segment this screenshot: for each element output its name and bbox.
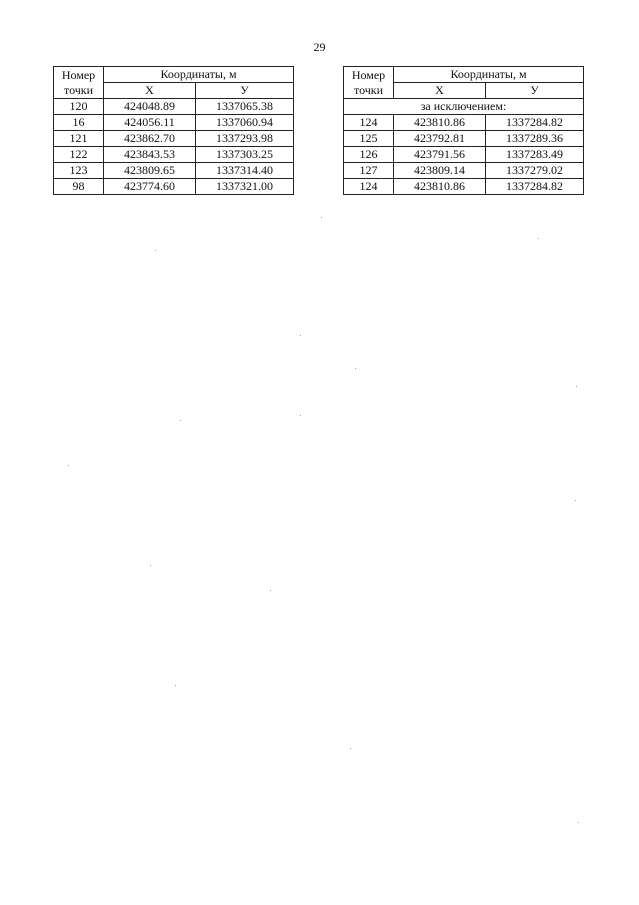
coordinates-table-right (343, 66, 584, 195)
x-cell: 423843.53 (104, 147, 196, 163)
scan-speck (355, 368, 356, 369)
y-cell: 1337289.36 (485, 131, 583, 147)
scan-speck (150, 565, 151, 566)
scan-speck (576, 386, 577, 387)
exclusion-note: за исключением: (344, 99, 584, 115)
x-cell: 424048.89 (104, 99, 196, 115)
x-cell: 423810.86 (394, 115, 486, 131)
point-number-header: Номер точки (344, 67, 394, 99)
scan-speck (68, 465, 69, 466)
table-row (344, 179, 584, 195)
table-row (54, 163, 294, 179)
scan-speck (578, 822, 579, 823)
scan-speck (575, 500, 576, 501)
table-row (344, 115, 584, 131)
point-cell: 126 (344, 147, 394, 163)
y-cell: 1337279.02 (485, 163, 583, 179)
point-cell: 98 (54, 179, 104, 195)
scan-speck (270, 590, 271, 591)
point-cell: 124 (344, 179, 394, 195)
scan-speck (180, 420, 181, 421)
point-cell: 125 (344, 131, 394, 147)
y-cell: 1337284.82 (485, 179, 583, 195)
scan-speck (350, 748, 351, 749)
x-cell: 423862.70 (104, 131, 196, 147)
point-number-header: Номер точки (54, 67, 104, 99)
y-cell: 1337065.38 (195, 99, 293, 115)
point-cell: 16 (54, 115, 104, 131)
x-cell: 423809.14 (394, 163, 486, 179)
point-cell: 124 (344, 115, 394, 131)
y-cell: 1337284.82 (485, 115, 583, 131)
y-cell: 1337314.40 (195, 163, 293, 179)
y-header: У (485, 83, 583, 99)
x-header: Х (394, 83, 486, 99)
y-cell: 1337321.00 (195, 179, 293, 195)
x-cell: 423810.86 (394, 179, 486, 195)
scan-speck (538, 238, 539, 239)
table-row (344, 131, 584, 147)
x-cell: 424056.11 (104, 115, 196, 131)
table-row (54, 131, 294, 147)
y-cell: 1337283.49 (485, 147, 583, 163)
exclusion-note-row (344, 99, 584, 115)
x-cell: 423791.56 (394, 147, 486, 163)
scan-speck (300, 415, 301, 416)
y-cell: 1337303.25 (195, 147, 293, 163)
point-cell: 122 (54, 147, 104, 163)
table-row (54, 147, 294, 163)
scan-speck (155, 250, 156, 251)
x-cell: 423774.60 (104, 179, 196, 195)
y-header: У (195, 83, 293, 99)
page-number: 29 (313, 40, 326, 54)
coordinates-header: Координаты, м (104, 67, 294, 83)
scan-speck (321, 217, 322, 218)
y-cell: 1337060.94 (195, 115, 293, 131)
point-cell: 127 (344, 163, 394, 179)
table-row (54, 179, 294, 195)
coordinates-header: Координаты, м (394, 67, 584, 83)
x-cell: 423792.81 (394, 131, 486, 147)
x-header: Х (104, 83, 196, 99)
table-row (54, 115, 294, 131)
x-cell: 423809.65 (104, 163, 196, 179)
point-cell: 121 (54, 131, 104, 147)
point-cell: 123 (54, 163, 104, 179)
table-row (344, 163, 584, 179)
point-cell: 120 (54, 99, 104, 115)
coordinates-table-left (53, 66, 294, 195)
scan-speck (175, 685, 176, 686)
table-row (54, 99, 294, 115)
scan-speck (300, 335, 301, 336)
table-row (344, 147, 584, 163)
y-cell: 1337293.98 (195, 131, 293, 147)
